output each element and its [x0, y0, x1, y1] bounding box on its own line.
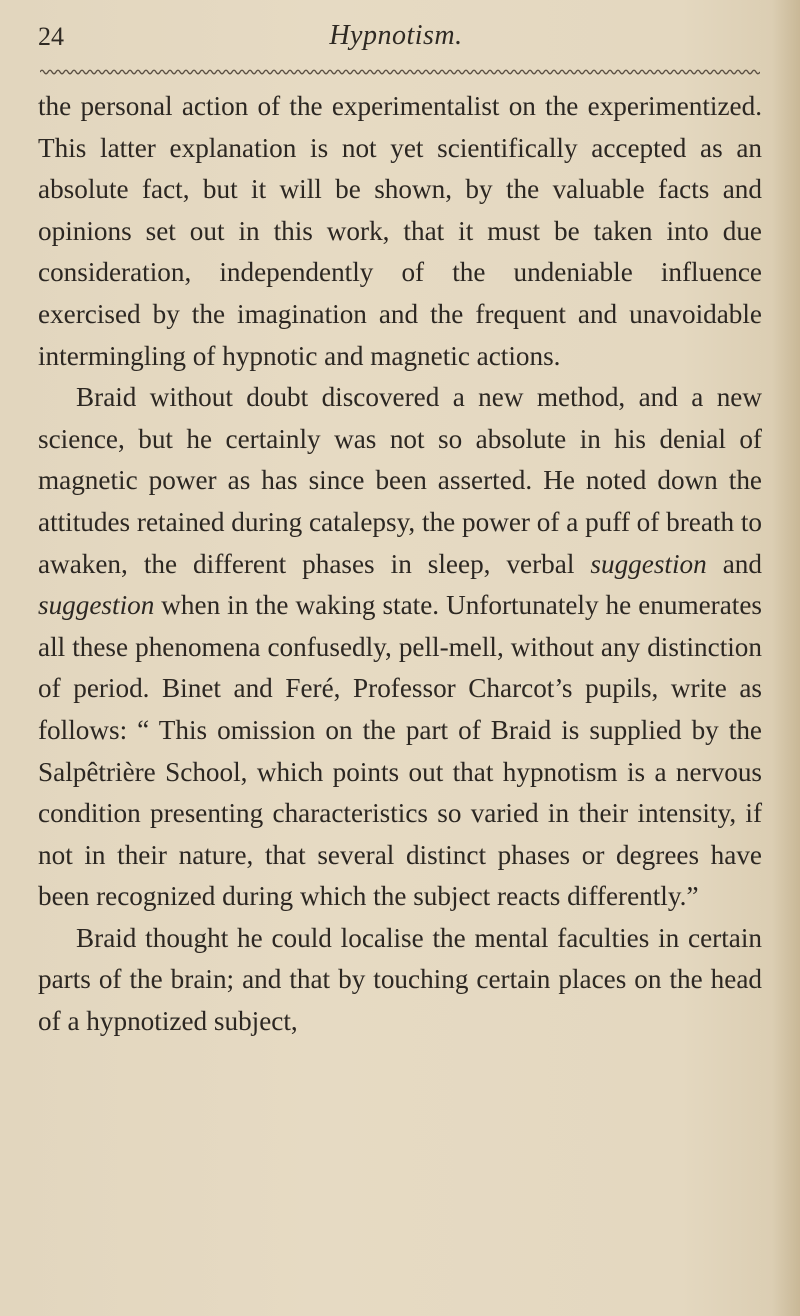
italic-suggestion-1: suggestion: [590, 548, 707, 579]
running-title: Hypnotism.: [329, 20, 463, 51]
paragraph-2: [38, 377, 762, 918]
page-number: 24: [38, 22, 64, 51]
page-header: [36, 18, 756, 58]
paragraph-2-text-c: when in the waking state. Unfortunately he enumerates all these phenomena confusedly, pell-mell, without any distinction of period. Binet and Feré, Professor Charcot’s pupils, write as follows: “ This omission on the part of Braid is supplied by the Salpêtrière School, which points out that hypnotism is a nervous condition presenting characteristics so varied in their intensity, if not in their nature, that several distinct phases or degrees have been recognized during which the subject reacts differently.”: [38, 590, 762, 912]
italic-suggestion-2: suggestion: [38, 590, 155, 621]
paragraph-3: Braid thought he could localise the mental faculties in certain parts of the brain; and that by touching certain places on the head of a hypnotized subject,: [38, 922, 762, 1037]
paragraph-2-text-b: and: [706, 548, 762, 579]
paragraph-1: the personal action of the experimentalist on the experimentized. This latter explanation is not yet scientifically accepted as an absolute fact, but it will be shown, by the valuable facts and opinions set out in this work, that it must be taken into due consideration, independently of the undeniable influence exercised by the imagination and the frequent and unavoidable intermingling of hypnotic and magnetic actions.: [38, 91, 762, 371]
paragraph-2-text-a: Braid without doubt discovered a new method, and a new science, but he certainly was not so absolute in his denial of magnetic power as has since been asserted. He noted down the attitudes retained during catalepsy, the power of a puff of breath to awaken, the different phases in sleep, verbal: [38, 382, 762, 579]
body-text: [38, 86, 762, 1043]
page-edge-shadow: [772, 0, 800, 1316]
decorative-wavy-rule: [40, 66, 760, 78]
